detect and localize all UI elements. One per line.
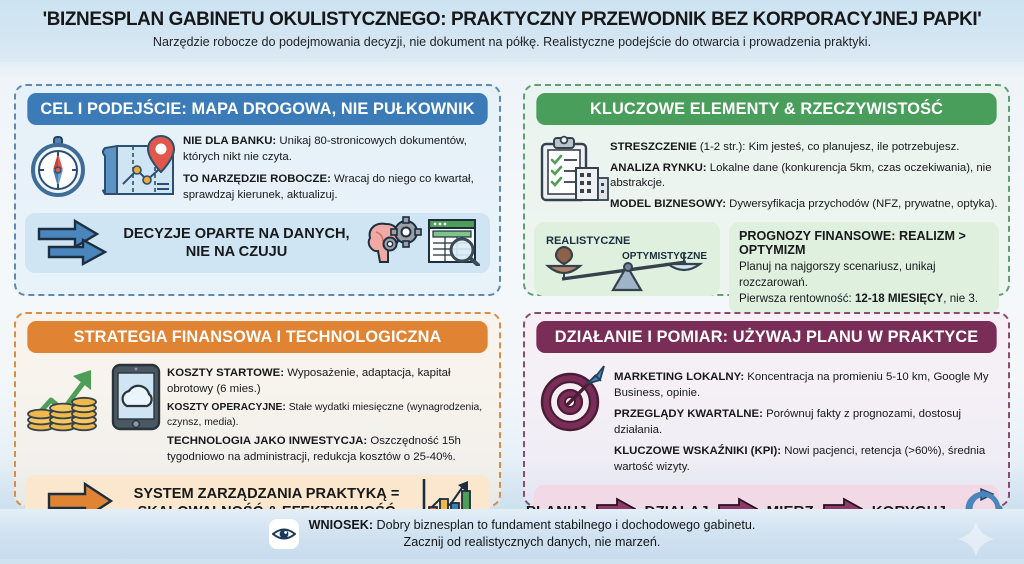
- footer-text: [309, 517, 756, 551]
- line-text: Wyposażenie, adaptacja, kapitał obrotowy (6 mies.): [167, 367, 451, 395]
- line-text: Stałe wydatki miesięczne (wynagrodzenia, czynsz, media).: [167, 402, 483, 428]
- line-label: KOSZTY STARTOWE:: [167, 367, 285, 379]
- page-header: [0, 0, 1024, 62]
- callout-prognozy: [729, 222, 999, 314]
- panel-body-dzialanie: [534, 362, 999, 477]
- icon-group-cel: [25, 134, 183, 205]
- target-dart-icon: [534, 362, 614, 439]
- line-label: STRESZCZENIE: [610, 141, 697, 153]
- brain-gear-icon: [364, 216, 422, 271]
- map-pin-icon: [97, 134, 183, 205]
- icon-group-kluczowe: [534, 134, 610, 211]
- panel-body-cel: [25, 134, 490, 205]
- line-label: KOSZTY OPERACYJNE:: [167, 402, 286, 413]
- callout-line2-suffix: , nie 3.: [943, 292, 979, 305]
- highlight-strip-decyzje: [25, 213, 490, 273]
- line-label: KLUCZOWE WSKAŹNIKI (KPI):: [614, 445, 782, 457]
- line-text: Lokalne dane (konkurencja 5km, czas oczekiwania), nie abstrakcje.: [610, 161, 992, 189]
- panel-strategia-finansowa: [14, 312, 501, 507]
- line-text: Wracaj do niego co kwartał, sprawdzaj kierunek, aktualizuj.: [183, 173, 474, 201]
- text-group-cel: [183, 134, 490, 205]
- line-text: Dywersyfikacja przychodów (NFZ, prywatne, optyka).: [726, 197, 998, 210]
- line-label: TECHNOLOGIA JAKO INWESTYCJA:: [167, 435, 368, 447]
- line-text: Unikaj 80-stronicowych dokumentów, których nikt nie czyta.: [183, 135, 467, 163]
- line-label: NIE DLA BANKU:: [183, 135, 277, 147]
- double-arrow-icon: [35, 215, 109, 272]
- line-text: Porównuj fakty z prognozami, dostosuj działania.: [614, 408, 962, 436]
- growth-coins-icon: [25, 362, 99, 437]
- page-subtitle: Narzędzie robocze do podejmowania decyzji, nie dokument na półkę. Realistyczne podejście do otwarcia i prowadzenia praktyki.: [152, 34, 872, 49]
- line-text: Oszczędność 15h tygodniowo na administracji, redukcja kosztów o 25-40%.: [167, 435, 461, 463]
- list-item: [167, 366, 490, 397]
- callout-line-1: Planuj na najgorszy scenariusz, unikaj rozczarowań.: [739, 260, 936, 289]
- line-label: MARKETING LOKALNY:: [614, 371, 745, 383]
- scale-label-left: REALISTYCZNE: [546, 235, 631, 247]
- footer-line-2: Zacznij od realistycznych danych, nie marzeń.: [403, 535, 661, 549]
- callout-line-2: [739, 291, 989, 307]
- callout-line2-bold: 12-18 MIESIĘCY: [854, 292, 944, 305]
- forecast-row: [534, 222, 999, 314]
- line-label: MODEL BIZNESOWY:: [610, 197, 727, 210]
- panel-cel-i-podejscie: [14, 84, 501, 296]
- callout-line2-prefix: Pierwsza rentowność:: [739, 292, 855, 305]
- list-item: [183, 134, 490, 165]
- line-label: PRZEGLĄDY KWARTALNE:: [614, 408, 763, 420]
- list-item: [167, 434, 490, 465]
- list-item: [614, 407, 999, 438]
- page-title: 'BIZNESPLAN GABINETU OKULISTYCZNEGO: PRAKTYCZNY PRZEWODNIK BEZ KORPORACYJNEJ PAPKI': [42, 8, 982, 30]
- list-item: [167, 401, 490, 430]
- icon-group-strategia: [25, 362, 167, 437]
- footer-label: WNIOSEK:: [308, 518, 374, 532]
- list-item: [610, 140, 999, 156]
- balance-scale-icon: [534, 222, 720, 296]
- panel-title-dzialanie: DZIAŁANIE I POMIAR: UŻYWAJ PLANU W PRAKTYCE: [536, 321, 996, 353]
- tablet-cloud-icon: [105, 362, 167, 437]
- strip-line-2: NIE NA CZUJU: [185, 244, 288, 260]
- text-group-kluczowe: [610, 134, 999, 214]
- panel-kluczowe-elementy: [523, 84, 1010, 305]
- icon-group-dzialanie: [534, 362, 614, 439]
- line-label: ANALIZA RYNKU:: [610, 161, 707, 174]
- panel-body-kluczowe: [534, 134, 999, 214]
- line-text: (1-2 str.): Kim jesteś, co planujesz, ile potrzebujesz.: [696, 141, 960, 153]
- line-text: Nowi pacjenci, retencja (>60%), średnia wartość wizyty.: [614, 445, 986, 473]
- page-footer: [0, 509, 1024, 559]
- text-group-strategia: [167, 362, 490, 467]
- panel-title-strategia: STRATEGIA FINANSOWA I TECHNOLOGICZNA: [27, 321, 487, 353]
- list-item: [614, 370, 999, 401]
- line-text: Koncentracja na promieniu 5-10 km, Google My Business, opinie.: [614, 371, 989, 399]
- scale-label-right: OPTYMISTYCZNE: [622, 251, 708, 262]
- footer-line-1-text: Dobry biznesplan to fundament stabilnego i dochodowego gabinetu.: [373, 518, 756, 532]
- line-label: TO NARZĘDZIE ROBOCZE:: [183, 173, 331, 185]
- strip-line-1: DECYZJE OPARTE NA DANYCH,: [123, 226, 350, 242]
- panel-dzialanie-i-pomiar: [523, 312, 1010, 507]
- list-item: [614, 444, 999, 475]
- panel-body-strategia: [25, 362, 490, 467]
- panel-title-kluczowe: KLUCZOWE ELEMENTY & RZECZYWISTOŚĆ: [536, 93, 996, 125]
- list-item: [183, 172, 490, 203]
- list-item: [610, 197, 999, 213]
- strip-title-decyzje: [109, 225, 364, 261]
- compass-icon: [25, 134, 91, 205]
- callout-title: PROGNOZY FINANSOWE: REALIZM > OPTYMIZM: [739, 229, 966, 257]
- sparkle-icon: [956, 519, 996, 564]
- footer-line-1: [309, 517, 756, 534]
- spreadsheet-magnifier-icon: [426, 216, 480, 271]
- eye-icon: [269, 519, 299, 549]
- panel-title-cel: CEL I PODEJŚCIE: MAPA DROGOWA, NIE PUŁKOWNIK: [27, 93, 487, 125]
- list-item: [610, 161, 999, 192]
- clipboard-checklist-icon: [534, 134, 610, 211]
- text-group-dzialanie: [614, 362, 999, 477]
- strip-line-1: SYSTEM ZARZĄDZANIA PRAKTYKĄ =: [133, 486, 400, 502]
